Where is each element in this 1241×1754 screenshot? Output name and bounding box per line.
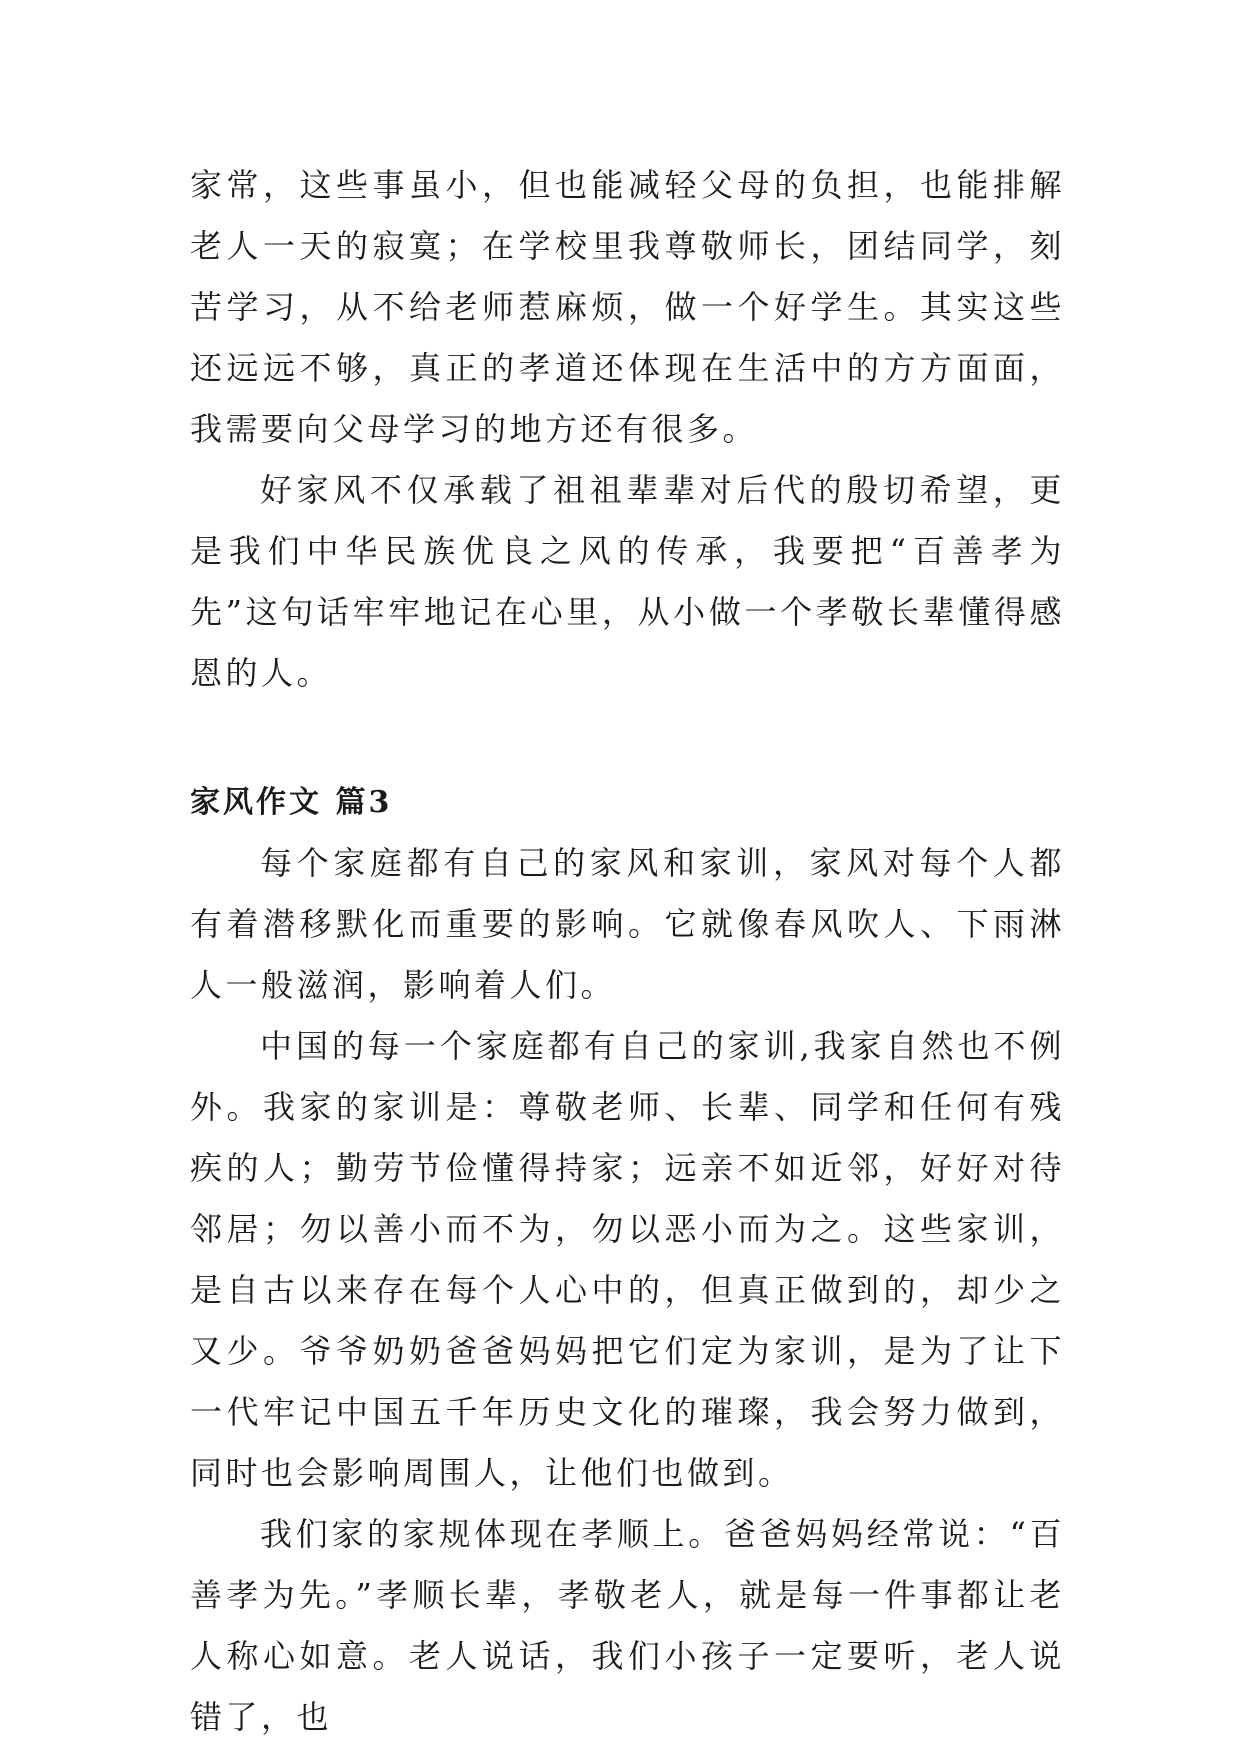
paragraph-filial-piety: 我们家的家规体现在孝顺上。爸爸妈妈经常说：“百善孝为先。”孝顺长辈，孝敬老人，就是每一件事都让老人称心如意。老人说话，我们小孩子一定要听，老人说错了，也 (190, 1515, 1065, 1736)
paragraph-conclusion: 好家风不仅承载了祖祖辈辈对后代的殷切希望，更是我们中华民族优良之风的传承，我要把“百善孝为先”这句话牢牢地记在心里，从小做一个孝敬长辈懂得感恩的人。 (190, 471, 1065, 692)
paragraph-family-motto: 中国的每一个家庭都有自己的家训,我家自然也不例外。我家的家训是：尊敬老师、长辈、同学和任何有残疾的人；勤劳节俭懂得持家；远亲不如近邻，好好对待邻居；勿以善小而不为，勿以恶小而为之。这些家训，是自古以来存在每个人心中的，但真正做到的，却少之又少。爷爷奶奶爸爸妈妈把它们定为家训，是为了让下一代牢记中国五千年历史文化的璀璨，我会努力做到，同时也会影响周围人，让他们也做到。 (190, 1027, 1065, 1492)
paragraph-intro: 每个家庭都有自己的家风和家训，家风对每个人都有着潜移默化而重要的影响。它就像春风吹人、下雨淋人一般滋润，影响着人们。 (190, 844, 1065, 1004)
paragraph-continuation: 家常，这些事虽小，但也能减轻父母的负担，也能排解老人一天的寂寞；在学校里我尊敬师长，团结同学，刻苦学习，从不给老师惹麻烦，做一个好学生。其实这些还远远不够，真正的孝道还体现在生活中的方方面面，我需要向父母学习的地方还有很多。 (190, 166, 1065, 448)
essay-heading: 家风作文 篇3 (190, 785, 393, 820)
document-page (190, 155, 1065, 1748)
